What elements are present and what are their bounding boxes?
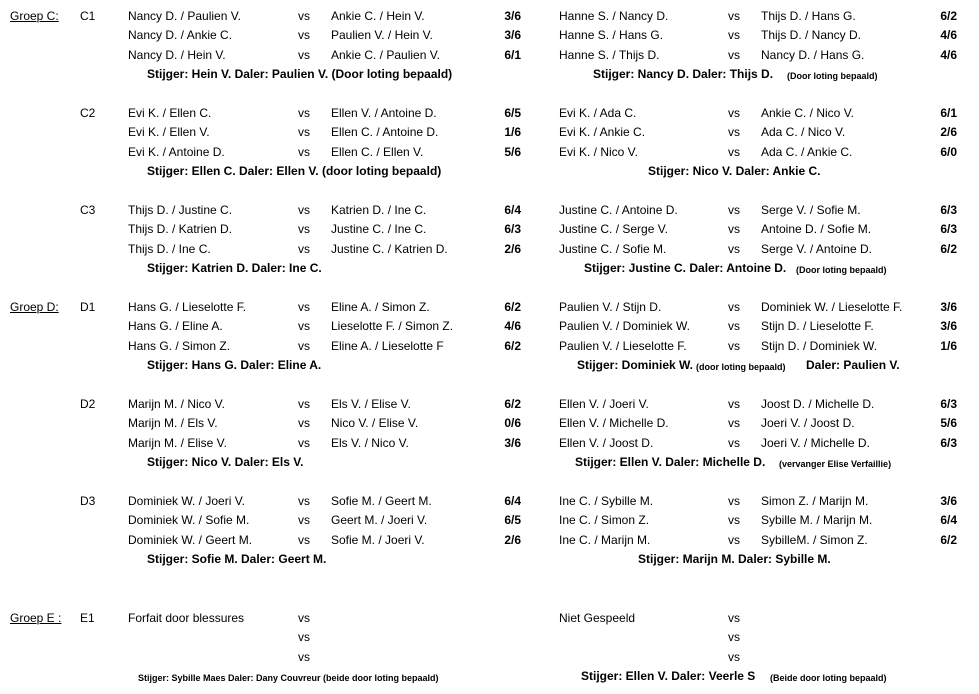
vs-label: vs: [728, 222, 740, 237]
score: 6/3: [940, 435, 957, 450]
score: 2/6: [504, 532, 521, 547]
pair-b: Els V. / Elise V.: [331, 397, 411, 411]
vs-label: vs: [298, 397, 310, 411]
pair-a: Hans G. / Lieselotte F.: [128, 300, 247, 314]
pair-a: Forfait door blessures: [128, 611, 245, 625]
pool-label: C3: [80, 203, 96, 217]
pair-a: Thijs D. / Katrien D.: [128, 222, 233, 237]
pair-b: Serge V. / Antoine D.: [761, 241, 872, 256]
pair-a: Dominiek W. / Geert M.: [128, 532, 253, 547]
vs-label: vs: [728, 338, 740, 353]
summary-right: Stijger: Dominiek W.: [577, 358, 694, 373]
summary-right-note: (Beide door loting bepaald): [770, 673, 887, 684]
pair-a: Ine C. / Simon Z.: [559, 513, 650, 528]
score: 5/6: [940, 416, 957, 431]
pair-b: Thijs D. / Hans G.: [761, 9, 856, 23]
pair-b: Paulien V. / Hein V.: [331, 28, 433, 43]
summary-left: Stijger: Sofie M. Daler: Geert M.: [147, 552, 327, 567]
pair-b: Ankie C. / Nico V.: [761, 106, 854, 120]
pair-a: Paulien V. / Lieselotte F.: [559, 338, 687, 353]
summary-right-note: (vervanger Elise Verfaillie): [779, 459, 892, 470]
score: 6/5: [504, 513, 521, 528]
pair-b: Els V. / Nico V.: [331, 435, 409, 450]
score: 0/6: [504, 416, 521, 431]
summary-left: Stijger: Ellen C. Daler: Ellen V. (door loting bepaald): [147, 164, 442, 179]
vs-label: vs: [728, 300, 740, 314]
vs-label: vs: [728, 532, 740, 547]
score: 3/6: [940, 300, 957, 314]
pair-a: Ellen V. / Joost D.: [559, 435, 654, 450]
score: 2/6: [504, 241, 521, 256]
pair-b: Eline A. / Lieselotte F: [331, 338, 444, 353]
vs-label: vs: [728, 47, 740, 62]
score: 6/0: [940, 144, 957, 159]
vs-label: vs: [728, 125, 740, 140]
vs-label: vs: [728, 611, 740, 625]
vs-label: vs: [298, 649, 310, 664]
pair-a: Ellen V. / Joeri V.: [559, 397, 649, 411]
pair-a: Evi K. / Nico V.: [559, 144, 638, 159]
score: 6/3: [504, 222, 521, 237]
score: 5/6: [504, 144, 521, 159]
vs-label: vs: [298, 125, 310, 140]
pair-b: Eline A. / Simon Z.: [331, 300, 430, 314]
pair-a: Paulien V. / Stijn D.: [559, 300, 662, 314]
vs-label: vs: [728, 649, 740, 664]
score: 6/4: [940, 513, 957, 528]
pair-b: Nancy D. / Hans G.: [761, 47, 865, 62]
summary-left: Stijger: Katrien D. Daler: Ine C.: [147, 261, 322, 276]
vs-label: vs: [728, 144, 740, 159]
vs-label: vs: [298, 338, 310, 353]
summary-right: Stijger: Marijn M. Daler: Sybille M.: [638, 552, 831, 567]
score: 6/2: [940, 532, 957, 547]
vs-label: vs: [728, 319, 740, 334]
score: 4/6: [940, 28, 957, 43]
pair-b: Ankie C. / Paulien V.: [331, 47, 440, 62]
pair-a: Dominiek W. / Sofie M.: [128, 513, 250, 528]
pair-b: Lieselotte F. / Simon Z.: [331, 319, 454, 334]
pair-b: Stijn D. / Lieselotte F.: [761, 319, 874, 334]
pair-b: Antoine D. / Sofie M.: [761, 222, 872, 237]
pair-a: Hans G. / Eline A.: [128, 319, 223, 334]
pair-a: Nancy D. / Paulien V.: [128, 9, 241, 23]
pair-a: Hanne S. / Thijs D.: [559, 47, 660, 62]
score: 6/4: [504, 203, 521, 217]
pair-a: Niet Gespeeld: [559, 611, 636, 625]
group-label: Groep E :: [10, 611, 62, 625]
score: 3/6: [504, 9, 521, 23]
pair-b: Ada C. / Nico V.: [761, 125, 846, 140]
pair-b: Sofie M. / Joeri V.: [331, 532, 425, 547]
vs-label: vs: [298, 241, 310, 256]
summary-right: Stijger: Justine C. Daler: Antoine D.: [584, 261, 787, 276]
summary-right-note: (Door loting bepaald): [796, 265, 887, 276]
pair-a: Ellen V. / Michelle D.: [559, 416, 669, 431]
vs-label: vs: [298, 9, 310, 23]
score: 6/5: [504, 106, 521, 120]
pair-a: Dominiek W. / Joeri V.: [128, 494, 245, 508]
pair-a: Marijn M. / Elise V.: [128, 435, 227, 450]
pool-label: D2: [80, 397, 96, 411]
summary-left: Stijger: Hans G. Daler: Eline A.: [147, 358, 322, 373]
vs-label: vs: [298, 28, 310, 43]
vs-label: vs: [728, 494, 740, 508]
score: 3/6: [940, 319, 957, 334]
pool-label: D1: [80, 300, 96, 314]
pair-a: Ine C. / Sybille M.: [559, 494, 654, 508]
score: 6/2: [504, 397, 521, 411]
pair-b: Stijn D. / Dominiek W.: [761, 338, 878, 353]
vs-label: vs: [728, 9, 740, 23]
summary-right: Stijger: Ellen V. Daler: Veerle S: [581, 669, 756, 684]
pair-b: Ada C. / Ankie C.: [761, 144, 853, 159]
score: 6/2: [504, 338, 521, 353]
score: 3/6: [504, 435, 521, 450]
summary-right-note: (Door loting bepaald): [787, 71, 878, 82]
pair-a: Evi K. / Antoine D.: [128, 144, 225, 159]
vs-label: vs: [298, 203, 310, 217]
score: 4/6: [504, 319, 521, 334]
score: 3/6: [504, 28, 521, 43]
pair-a: Hanne S. / Nancy D.: [559, 9, 669, 23]
score: 2/6: [940, 125, 957, 140]
pair-a: Justine C. / Serge V.: [559, 222, 668, 237]
vs-label: vs: [728, 630, 740, 645]
score: 1/6: [940, 338, 957, 353]
pair-b: Thijs D. / Nancy D.: [761, 28, 862, 43]
summary-right-tail: Daler: Paulien V.: [806, 358, 900, 373]
vs-label: vs: [728, 106, 740, 120]
vs-label: vs: [298, 144, 310, 159]
pair-a: Marijn M. / Els V.: [128, 416, 218, 431]
pair-b: Sofie M. / Geert M.: [331, 494, 432, 508]
score: 6/3: [940, 222, 957, 237]
summary-left: Stijger: Nico V. Daler: Els V.: [147, 455, 304, 470]
summary-right-note: (door loting bepaald): [696, 362, 786, 373]
score: 6/3: [940, 397, 957, 411]
vs-label: vs: [728, 28, 740, 43]
summary-right: Stijger: Nancy D. Daler: Thijs D.: [593, 67, 774, 82]
pool-label: C2: [80, 106, 96, 120]
score: 6/3: [940, 203, 957, 217]
summary-left-note: Stijger: Sybille Maes Daler: Dany Couvreur (beide door loting bepaald): [138, 673, 439, 684]
pair-a: Thijs D. / Ine C.: [128, 241, 211, 256]
vs-label: vs: [298, 47, 310, 62]
pair-b: Sybille M. / Marijn M.: [761, 513, 873, 528]
score: 3/6: [940, 494, 957, 508]
score: 6/2: [940, 9, 957, 23]
pair-a: Nancy D. / Ankie C.: [128, 28, 233, 43]
pair-a: Marijn M. / Nico V.: [128, 397, 225, 411]
pair-b: Katrien D. / Ine C.: [331, 203, 427, 217]
vs-label: vs: [298, 222, 310, 237]
vs-label: vs: [728, 397, 740, 411]
pool-label: D3: [80, 494, 96, 508]
score: 6/2: [940, 241, 957, 256]
pair-b: Ellen V. / Antoine D.: [331, 106, 437, 120]
pair-a: Evi K. / Ellen V.: [128, 125, 210, 140]
pair-b: Joeri V. / Joost D.: [761, 416, 855, 431]
pair-b: Geert M. / Joeri V.: [331, 513, 428, 528]
pair-a: Hans G. / Simon Z.: [128, 338, 231, 353]
vs-label: vs: [298, 494, 310, 508]
vs-label: vs: [728, 435, 740, 450]
pair-b: SybilleM. / Simon Z.: [761, 532, 868, 547]
group-label: Groep D:: [10, 300, 59, 314]
vs-label: vs: [298, 611, 310, 625]
pair-a: Justine C. / Antoine D.: [559, 203, 678, 217]
vs-label: vs: [728, 416, 740, 431]
pair-b: Ankie C. / Hein V.: [331, 9, 425, 23]
vs-label: vs: [728, 203, 740, 217]
pair-b: Justine C. / Katrien D.: [331, 241, 448, 256]
vs-label: vs: [298, 319, 310, 334]
pair-a: Evi K. / Ada C.: [559, 106, 637, 120]
pair-a: Thijs D. / Justine C.: [128, 203, 233, 217]
vs-label: vs: [298, 532, 310, 547]
vs-label: vs: [298, 106, 310, 120]
pair-b: Simon Z. / Marijn M.: [761, 494, 869, 508]
score: 4/6: [940, 47, 957, 62]
vs-label: vs: [298, 630, 310, 645]
score: 6/1: [504, 47, 521, 62]
pair-a: Hanne S. / Hans G.: [559, 28, 664, 43]
summary-right: Stijger: Ellen V. Daler: Michelle D.: [575, 455, 766, 470]
pair-b: Ellen C. / Antoine D.: [331, 125, 439, 140]
pair-a: Paulien V. / Dominiek W.: [559, 319, 690, 334]
summary-right: Stijger: Nico V. Daler: Ankie C.: [648, 164, 821, 179]
vs-label: vs: [728, 513, 740, 528]
pool-label: E1: [80, 611, 95, 625]
pair-a: Evi K. / Ellen C.: [128, 106, 212, 120]
pair-a: Justine C. / Sofie M.: [559, 241, 667, 256]
group-label: Groep C:: [10, 9, 59, 23]
pair-b: Dominiek W. / Lieselotte F.: [761, 300, 903, 314]
score: 6/4: [504, 494, 521, 508]
vs-label: vs: [298, 435, 310, 450]
pair-b: Nico V. / Elise V.: [331, 416, 419, 431]
summary-left: Stijger: Hein V. Daler: Paulien V. (Door loting bepaald): [147, 67, 453, 82]
vs-label: vs: [298, 513, 310, 528]
pair-b: Ellen C. / Ellen V.: [331, 144, 424, 159]
pair-b: Joost D. / Michelle D.: [761, 397, 875, 411]
pair-a: Ine C. / Marijn M.: [559, 532, 651, 547]
score: 1/6: [504, 125, 521, 140]
pair-b: Joeri V. / Michelle D.: [761, 435, 870, 450]
pair-a: Evi K. / Ankie C.: [559, 125, 646, 140]
pair-b: Justine C. / Ine C.: [331, 222, 427, 237]
pair-b: Serge V. / Sofie M.: [761, 203, 861, 217]
pair-a: Nancy D. / Hein V.: [128, 47, 226, 62]
score: 6/2: [504, 300, 521, 314]
pool-label: C1: [80, 9, 96, 23]
vs-label: vs: [298, 416, 310, 431]
score: 6/1: [940, 106, 957, 120]
vs-label: vs: [728, 241, 740, 256]
vs-label: vs: [298, 300, 310, 314]
